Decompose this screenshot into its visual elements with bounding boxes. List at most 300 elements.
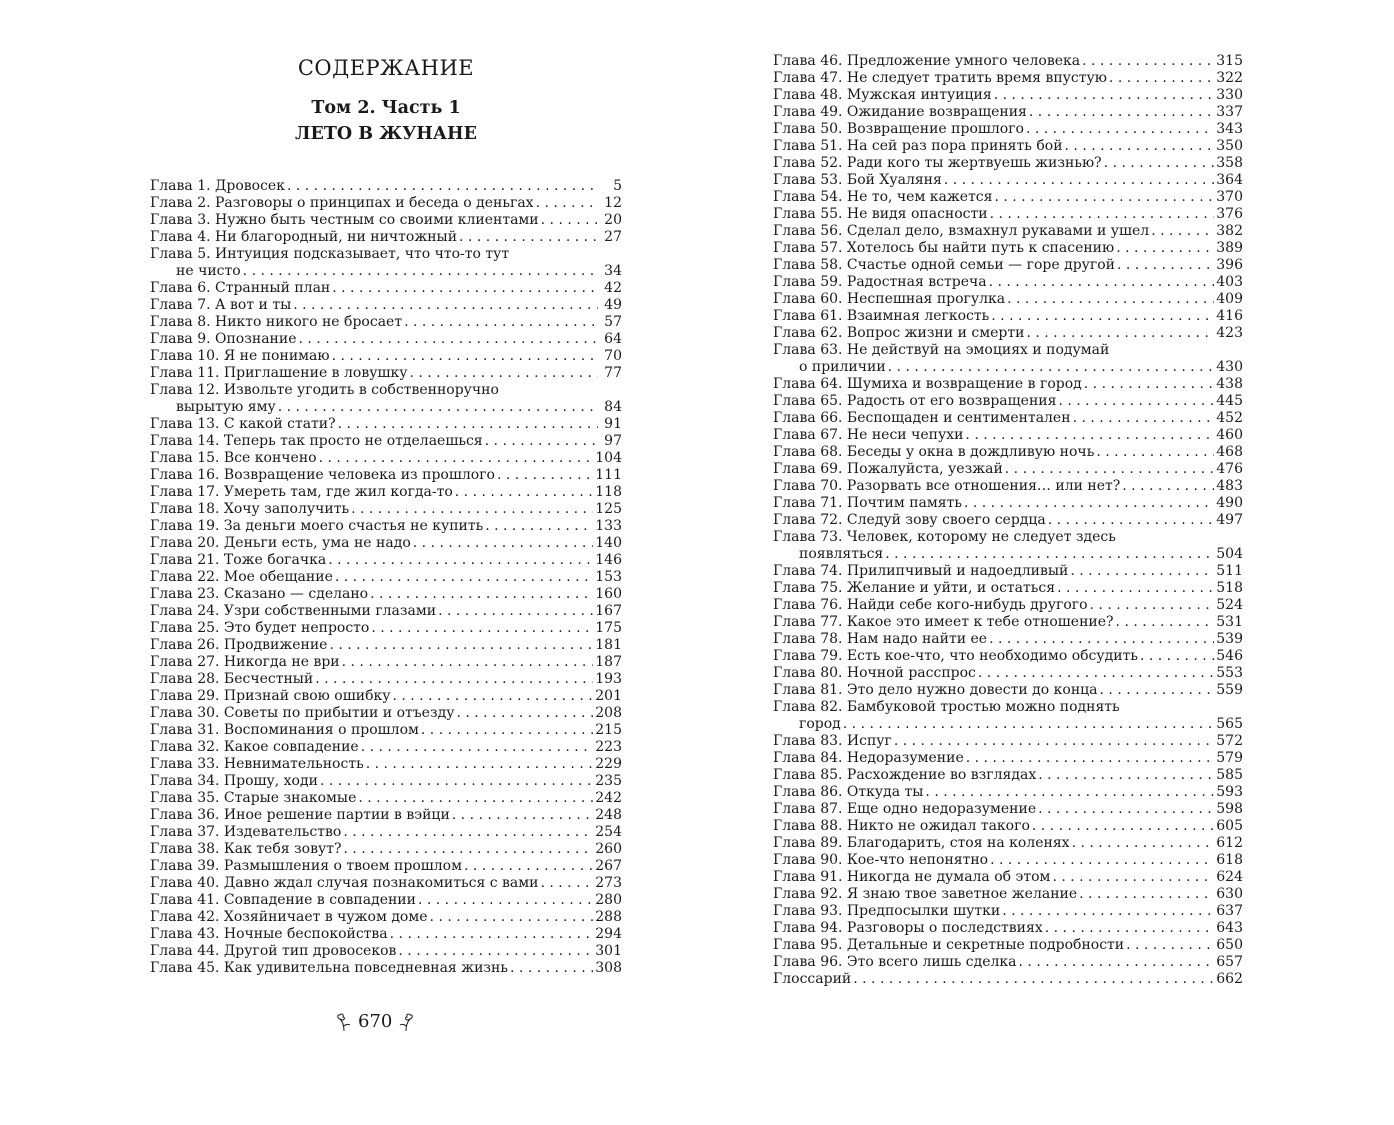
toc-entry-title: Глава 62. Вопрос жизни и смерти [773, 325, 1025, 341]
toc-entry-title: Глава 8. Никто никого не бросает [150, 314, 403, 330]
toc-page-number: 585 [1216, 767, 1243, 783]
dot-leader [320, 773, 593, 790]
toc-entry-title: Глава 29. Признай свою ошибку [150, 688, 391, 704]
toc-entry-title: Глава 13. С какой стати? [150, 416, 336, 432]
toc-entry-title: Глава 38. Как тебя зовут? [150, 841, 342, 857]
dot-leader [1007, 291, 1214, 308]
dot-leader [1100, 682, 1215, 699]
dot-leader [925, 784, 1214, 801]
toc-entry [150, 960, 622, 977]
toc-entry [773, 410, 1243, 427]
dot-leader [994, 87, 1215, 104]
toc-entry [773, 920, 1243, 937]
toc-entry-title: Глава 32. Какое совпадение [150, 739, 359, 755]
toc-entry-title: Глава 7. А вот и ты [150, 297, 292, 313]
toc-page-number: 273 [595, 875, 622, 891]
toc-entry-title: Глава 10. Я не понимаю [150, 348, 330, 364]
toc-entry [773, 155, 1243, 172]
toc-entry-title: Глава 82. Бамбуковой тростью можно поднять [773, 699, 1120, 715]
toc-page-number: 70 [604, 348, 622, 364]
toc-entry-title: Глава 68. Беседы у окна в дождливую ночь [773, 444, 1095, 460]
toc-page-number: 416 [1216, 308, 1243, 324]
toc-entry [150, 722, 622, 739]
dot-leader [287, 178, 598, 195]
dot-leader [1072, 835, 1215, 852]
dot-leader [319, 450, 594, 467]
toc-entry-title: Глава 14. Теперь так просто не отделаешься [150, 433, 483, 449]
toc-page-number: 423 [1216, 325, 1243, 341]
toc-entry-title: Глава 75. Желание и уйти, и остаться [773, 580, 1056, 596]
toc-entry-title: Глава 6. Странный план [150, 280, 331, 296]
toc-entry-title: Глава 72. Следуй зову своего сердца [773, 512, 1046, 528]
dot-leader [944, 172, 1214, 189]
dot-leader [1048, 512, 1214, 529]
toc-page-number: 612 [1216, 835, 1243, 851]
dot-leader [335, 569, 593, 586]
toc-page-number: 376 [1216, 206, 1243, 222]
dot-leader [485, 518, 593, 535]
toc-page-number: 662 [1216, 971, 1243, 987]
toc-page-number: 267 [595, 858, 622, 874]
toc-entry-title: Глава 52. Ради кого ты жертвуешь жизнью? [773, 155, 1102, 171]
toc-page-number: 260 [595, 841, 622, 857]
dot-leader [1005, 461, 1214, 478]
toc-entry [773, 359, 1243, 376]
toc-entry [150, 756, 622, 773]
toc-page-number: 20 [604, 212, 622, 228]
dot-leader [1026, 325, 1214, 342]
toc-entry-title: Глава 12. Извольте угодить в собственноручно [150, 382, 499, 398]
toc-entry-title: Глава 86. Откуда ты [773, 784, 924, 800]
toc-entry-title: Глава 37. Издевательство [150, 824, 342, 840]
dot-leader [338, 416, 598, 433]
toc-entry [773, 869, 1243, 886]
toc-entry [150, 926, 622, 943]
dot-leader [964, 495, 1214, 512]
toc-page-number: 358 [1216, 155, 1243, 171]
toc-entry [773, 801, 1243, 818]
dot-leader [452, 807, 593, 824]
dot-leader [1079, 886, 1214, 903]
toc-entry-title: Глава 57. Хотелось бы найти путь к спасению [773, 240, 1115, 256]
toc-page-number: 539 [1216, 631, 1243, 647]
toc-entry [773, 512, 1243, 529]
flower-ornament-icon [336, 1012, 352, 1032]
toc-entry [150, 178, 622, 195]
toc-entry-title: Глава 58. Счастье одной семьи — горе другой [773, 257, 1115, 273]
toc-entry [773, 835, 1243, 852]
toc-entry-title: Глава 26. Продвижение [150, 637, 328, 653]
dot-leader [1073, 410, 1215, 427]
toc-entry [773, 444, 1243, 461]
toc-entry [773, 70, 1243, 87]
toc-entry [773, 223, 1243, 240]
toc-entry-title: Глава 48. Мужская интуиция [773, 87, 992, 103]
toc-entry-title: Глава 73. Человек, которому не следует здесь [773, 529, 1116, 545]
toc-entry-title: Глава 28. Бесчестный [150, 671, 314, 687]
toc-entry-line [773, 699, 1243, 716]
toc-entry [150, 297, 622, 314]
toc-entry [150, 739, 622, 756]
toc-page-number: 49 [604, 297, 622, 313]
toc-entry-title: Глава 51. На сей раз пора принять бой [773, 138, 1063, 154]
toc-entry [150, 195, 622, 212]
toc-entry-title: Глава 41. Совпадение в совпадении [150, 892, 416, 908]
toc-page-number: 77 [604, 365, 622, 381]
dot-leader [497, 467, 593, 484]
toc-page-number: 524 [1216, 597, 1243, 613]
page-title: СОДЕРЖАНИЕ [297, 56, 475, 80]
dot-leader [315, 671, 593, 688]
toc-entry-title: Глава 1. Дровосек [150, 178, 285, 194]
toc-page-number: 34 [604, 263, 622, 279]
dot-leader [464, 858, 593, 875]
toc-entry-title: Глава 79. Есть кое-что, что необходимо обсудить [773, 648, 1138, 664]
toc-page-number: 579 [1216, 750, 1243, 766]
toc-page-number: 187 [595, 654, 622, 670]
toc-page-number: 476 [1216, 461, 1243, 477]
dot-leader [329, 637, 593, 654]
toc-page-number: 242 [595, 790, 622, 806]
toc-entry [150, 705, 622, 722]
toc-entry-title: Глава 9. Опознание [150, 331, 297, 347]
toc-entry [773, 189, 1243, 206]
toc-entry [773, 784, 1243, 801]
toc-page-number: 350 [1216, 138, 1243, 154]
dot-leader [409, 365, 598, 382]
toc-entry-title: Глава 94. Разговоры о последствиях [773, 920, 1043, 936]
toc-page-number: 438 [1216, 376, 1243, 392]
dot-leader [994, 189, 1214, 206]
dot-leader [1019, 954, 1215, 971]
toc-entry [773, 240, 1243, 257]
toc-entry [150, 858, 622, 875]
toc-page-number: 280 [595, 892, 622, 908]
toc-page-number: 598 [1216, 801, 1243, 817]
toc-page-number: 572 [1216, 733, 1243, 749]
toc-page-number: 12 [604, 195, 622, 211]
dot-leader [894, 733, 1214, 750]
toc-entry-title: Глава 35. Старые знакомые [150, 790, 357, 806]
toc-entry-title: Глава 77. Какое это имеет к тебе отношение? [773, 614, 1114, 630]
toc-entry [150, 229, 622, 246]
dot-leader [418, 892, 593, 909]
toc-page-number: 330 [1216, 87, 1243, 103]
toc-page-number: 153 [595, 569, 622, 585]
dot-leader [404, 314, 598, 331]
toc-page-number: 301 [595, 943, 622, 959]
dot-leader [1032, 818, 1214, 835]
toc-entry-title: Глава 46. Предложение умного человека [773, 53, 1081, 69]
toc-entry [773, 682, 1243, 699]
dot-leader [342, 654, 594, 671]
dot-leader [1116, 240, 1214, 257]
toc-page-number: 497 [1216, 512, 1243, 528]
toc-page-number: 104 [595, 450, 622, 466]
toc-entry-title: Глава 11. Приглашение в ловушку [150, 365, 408, 381]
dot-leader [343, 841, 593, 858]
toc-entry [773, 376, 1243, 393]
toc-entry [773, 767, 1243, 784]
toc-entry-title: Глава 34. Прошу, ходи [150, 773, 318, 789]
toc-entry [150, 654, 622, 671]
dot-leader [332, 348, 598, 365]
toc-page-number: 343 [1216, 121, 1243, 137]
toc-entry [773, 257, 1243, 274]
toc-entry [773, 597, 1243, 614]
toc-entry [773, 427, 1243, 444]
toc-page-number: 288 [595, 909, 622, 925]
toc-page-number: 337 [1216, 104, 1243, 120]
dot-leader [978, 665, 1214, 682]
toc-entry-title: Глава 40. Давно ждал случая познакомиться с вами [150, 875, 539, 891]
dot-leader [1065, 138, 1215, 155]
toc-entry [150, 535, 622, 552]
dot-leader [398, 943, 593, 960]
toc-entry-title: Глава 44. Другой тип дровосеков [150, 943, 397, 959]
dot-leader [455, 484, 593, 501]
dot-leader [459, 229, 598, 246]
toc-entry-title: Глава 71. Почтим память [773, 495, 962, 511]
dot-leader [343, 824, 593, 841]
dot-leader [1084, 376, 1215, 393]
toc-entry-title: Глава 74. Прилипчивый и надоедливый [773, 563, 1069, 579]
dot-leader [456, 705, 593, 722]
toc-entry-title: Глава 17. Умереть там, где жил когда-то [150, 484, 453, 500]
dot-leader [1109, 70, 1214, 87]
toc-entry-title-continuation: не чисто [176, 263, 241, 279]
toc-entry-title: Глава 21. Тоже богачка [150, 552, 327, 568]
toc-page-number: 504 [1216, 546, 1243, 562]
toc-entry [150, 280, 622, 297]
toc-entry [773, 325, 1243, 342]
toc-entry [773, 495, 1243, 512]
toc-entry-title: Глава 70. Разорвать все отношения… или нет? [773, 478, 1121, 494]
toc-page-number: 125 [595, 501, 622, 517]
toc-entry-title: Глава 93. Предпосылки шутки [773, 903, 1001, 919]
toc-page-number: 511 [1216, 563, 1243, 579]
dot-leader [366, 756, 594, 773]
toc-entry-title: Глава 66. Беспощаден и сентиментален [773, 410, 1071, 426]
toc-page-number: 235 [595, 773, 622, 789]
dot-leader [1117, 257, 1214, 274]
toc-entry [150, 943, 622, 960]
toc-entry [150, 416, 622, 433]
toc-entry [150, 841, 622, 858]
page-folio [336, 1011, 414, 1032]
toc-entry [150, 501, 622, 518]
toc-entry-title: Глава 50. Возвращение прошлого [773, 121, 1024, 137]
dot-leader [1140, 648, 1214, 665]
toc-entry-title: Глава 65. Радость от его возвращения [773, 393, 1057, 409]
toc-page-number: 254 [595, 824, 622, 840]
toc-entry [773, 971, 1243, 988]
toc-entry [150, 569, 622, 586]
dot-leader [1151, 223, 1214, 240]
toc-entry [773, 53, 1243, 70]
toc-entry-title: Глава 42. Хозяйничает в чужом доме [150, 909, 428, 925]
toc-entry [773, 733, 1243, 750]
toc-entry [773, 172, 1243, 189]
dot-leader [293, 297, 598, 314]
toc-entry [150, 450, 622, 467]
toc-page-number: 650 [1216, 937, 1243, 953]
toc-page-number: 64 [604, 331, 622, 347]
toc-page-number: 490 [1216, 495, 1243, 511]
toc-entry-title: Глава 54. Не то, чем кажется [773, 189, 993, 205]
toc-entry-title-continuation: город [799, 716, 841, 732]
toc-entry-title: Глава 55. Не видя опасности [773, 206, 988, 222]
dot-leader [966, 750, 1215, 767]
toc-entry [150, 807, 622, 824]
toc-page-number: 5 [613, 178, 622, 194]
dot-leader [413, 535, 594, 552]
toc-entry [773, 818, 1243, 835]
toc-entry-title: Глава 76. Найди себе кого-нибудь другого [773, 597, 1088, 613]
toc-entry-title: Глава 56. Сделал дело, взмахнул рукавами и ушел [773, 223, 1150, 239]
dot-leader [351, 501, 593, 518]
toc-entry [150, 620, 622, 637]
toc-page-number: 452 [1216, 410, 1243, 426]
dot-leader [1058, 393, 1214, 410]
dot-leader [1057, 580, 1214, 597]
dot-leader [1096, 444, 1214, 461]
page-number: 670 [358, 1011, 393, 1032]
toc-page-number: 637 [1216, 903, 1243, 919]
toc-entry-title: Глава 87. Еще одно недоразумение [773, 801, 1037, 817]
toc-entry-title: Глава 18. Хочу заполучить [150, 501, 350, 517]
toc-entry-title: Глава 2. Разговоры о принципах и беседа о деньгах [150, 195, 534, 211]
toc-page-number: 27 [604, 229, 622, 245]
dot-leader [1116, 614, 1215, 631]
dot-leader [853, 971, 1214, 988]
toc-page-number: 430 [1216, 359, 1243, 375]
dot-leader [1045, 920, 1215, 937]
toc-entry [150, 467, 622, 484]
toc-entry [773, 121, 1243, 138]
toc-entry-title: Глава 89. Благодарить, стоя на коленях [773, 835, 1070, 851]
toc-entry-title: Глава 61. Взаимная легкость [773, 308, 990, 324]
toc-page-number: 201 [595, 688, 622, 704]
toc-page-number: 229 [595, 756, 622, 772]
toc-page-number: 140 [595, 535, 622, 551]
toc-page-number: 559 [1216, 682, 1243, 698]
toc-page-number: 553 [1216, 665, 1243, 681]
toc-entry [773, 461, 1243, 478]
toc-page-number: 370 [1216, 189, 1243, 205]
dot-leader [299, 331, 599, 348]
dot-leader [888, 359, 1215, 376]
toc-page-number: 382 [1216, 223, 1243, 239]
toc-page-number: 322 [1216, 70, 1243, 86]
toc-page-number: 315 [1216, 53, 1243, 69]
toc-page-number: 643 [1216, 920, 1243, 936]
toc-entry-line [150, 382, 622, 399]
toc-entry [773, 886, 1243, 903]
dot-leader [1082, 53, 1214, 70]
toc-entry-title: Глава 59. Радостная встреча [773, 274, 987, 290]
toc-entry-title: Глава 83. Испуг [773, 733, 892, 749]
toc-entry [150, 875, 622, 892]
toc-page-number: 605 [1216, 818, 1243, 834]
toc-entry [150, 824, 622, 841]
toc-entry-title: Глава 24. Узри собственными глазами [150, 603, 437, 619]
toc-entry-title: Глава 43. Ночные беспокойства [150, 926, 388, 942]
toc-entry-title: Глава 95. Детальные и секретные подробности [773, 937, 1125, 953]
dot-leader [1122, 478, 1214, 495]
toc-page-number: 518 [1216, 580, 1243, 596]
toc-page-number: 133 [595, 518, 622, 534]
toc-page-number: 389 [1216, 240, 1243, 256]
dot-leader [536, 195, 598, 212]
toc-entry-title-continuation: появляться [799, 546, 884, 562]
dot-leader [392, 688, 593, 705]
dot-leader [1126, 937, 1214, 954]
toc-list-left [150, 178, 622, 977]
toc-entry [150, 671, 622, 688]
dot-leader [1029, 104, 1214, 121]
dot-leader [1090, 597, 1215, 614]
toc-page-number: 97 [604, 433, 622, 449]
toc-entry [773, 206, 1243, 223]
dot-leader [1038, 767, 1214, 784]
toc-entry-line [773, 529, 1243, 546]
dot-leader [1052, 869, 1214, 886]
toc-page-number: 657 [1216, 954, 1243, 970]
dot-leader [361, 739, 594, 756]
toc-entry [150, 518, 622, 535]
toc-entry-title: Глава 19. За деньги моего счастья не купить [150, 518, 484, 534]
dot-leader [243, 263, 598, 280]
toc-entry-line [150, 246, 622, 263]
toc-entry [773, 903, 1243, 920]
toc-page-number: 175 [595, 620, 622, 636]
toc-entry-title: Глава 81. Это дело нужно довести до конца [773, 682, 1098, 698]
toc-page-number: 460 [1216, 427, 1243, 443]
toc-page-number: 546 [1216, 648, 1243, 664]
toc-page-number: 565 [1216, 716, 1243, 732]
toc-entry [773, 937, 1243, 954]
dot-leader [332, 280, 598, 297]
toc-entry-title: Глава 88. Никто не ожидал такого [773, 818, 1030, 834]
toc-page-number: 593 [1216, 784, 1243, 800]
toc-entry [150, 263, 622, 280]
dot-leader [885, 546, 1214, 563]
toc-entry [773, 291, 1243, 308]
toc-entry [773, 308, 1243, 325]
toc-entry [150, 790, 622, 807]
toc-entry [773, 665, 1243, 682]
dot-leader [1038, 801, 1214, 818]
toc-page-number: 531 [1216, 614, 1243, 630]
toc-entry [773, 954, 1243, 971]
toc-page-number: 248 [595, 807, 622, 823]
toc-entry [773, 852, 1243, 869]
toc-page-number: 294 [595, 926, 622, 942]
toc-entry-title: Глава 20. Деньги есть, ума не надо [150, 535, 411, 551]
toc-page-number: 445 [1216, 393, 1243, 409]
toc-page-number: 630 [1216, 886, 1243, 902]
toc-page-number: 111 [595, 467, 622, 483]
toc-entry [773, 393, 1243, 410]
toc-list-right [773, 53, 1243, 988]
toc-entry-title-continuation: вырытую яму [176, 399, 276, 415]
dot-leader [990, 852, 1214, 869]
toc-page-number: 84 [604, 399, 622, 415]
toc-entry-title: Глава 3. Нужно быть честным со своими клиентами [150, 212, 539, 228]
toc-page-number: 215 [595, 722, 622, 738]
dot-leader [371, 620, 593, 637]
